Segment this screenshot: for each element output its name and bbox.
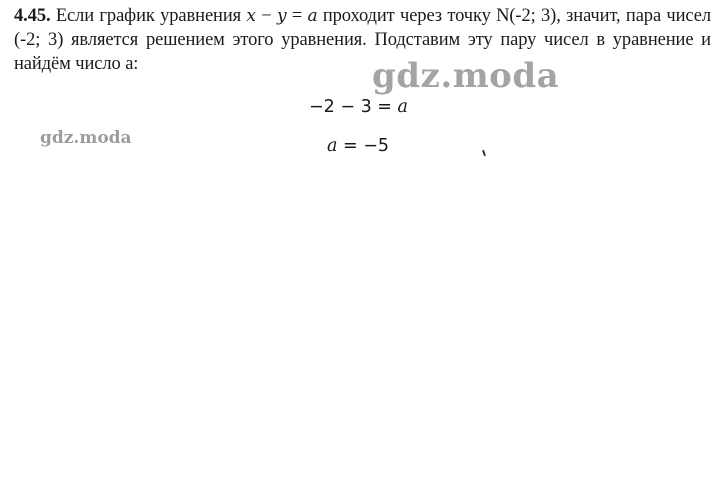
math-minus: − <box>255 6 277 26</box>
solution-paragraph <box>14 4 711 76</box>
watermark-large: gdz.moda <box>372 56 560 96</box>
math-var-x: x <box>246 6 256 26</box>
problem-text-rest: проходит через точку N(-2; 3), значит, пара чисел (-2; 3) является решением этого уравнения. Подставим эту пару чисел в уравнение и найдём число а: <box>14 6 711 74</box>
equation-substitution <box>309 97 408 117</box>
equation-result <box>327 136 389 156</box>
equation-substitution-var: a <box>397 97 408 117</box>
equation-result-var: a <box>327 136 338 156</box>
problem-number: 4.45. <box>14 6 51 26</box>
math-var-a: a <box>307 6 318 26</box>
math-equals: = <box>286 6 308 26</box>
equation-substitution-left: −2 − 3 = <box>309 97 398 117</box>
math-var-y: y <box>276 6 287 26</box>
watermark-small: gdz.moda <box>40 128 132 148</box>
scan-speck <box>482 150 486 156</box>
problem-text-intro: Если график уравнения <box>50 6 247 26</box>
equation-result-right: = −5 <box>337 136 390 156</box>
